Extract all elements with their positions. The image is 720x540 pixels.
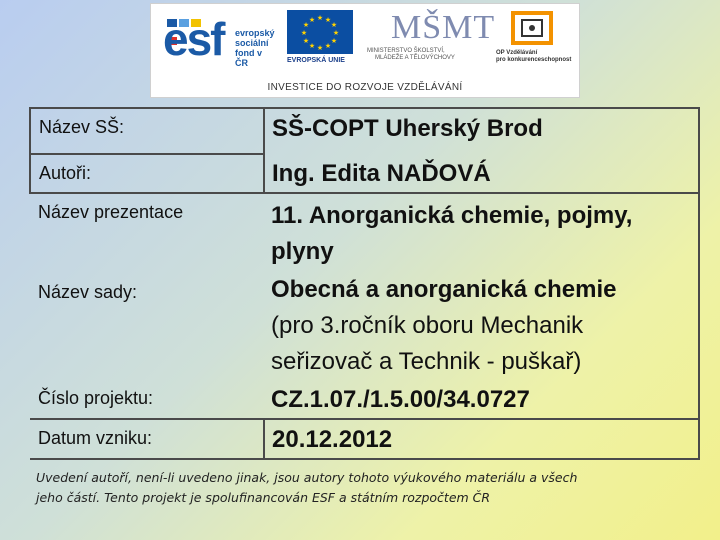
label-presentation: Název prezentace bbox=[30, 193, 264, 270]
svg-text:★: ★ bbox=[302, 37, 310, 45]
table-row bbox=[30, 270, 699, 380]
svg-text:★: ★ bbox=[330, 21, 338, 29]
svg-text:★: ★ bbox=[324, 16, 332, 24]
svg-text:★: ★ bbox=[308, 16, 316, 24]
info-table bbox=[29, 107, 700, 460]
value-school: SŠ-COPT Uherský Brod bbox=[264, 108, 699, 154]
msmt-caption: MINISTERSTVO ŠKOLSTVÍ, MLÁDEŽE A TĚLOVÝCHOVY bbox=[367, 48, 455, 61]
msmt-mark: MŠMT bbox=[391, 9, 496, 46]
svg-text:★: ★ bbox=[316, 14, 324, 22]
svg-text:★: ★ bbox=[330, 37, 338, 45]
table-row bbox=[30, 419, 699, 459]
value-date: 20.12.2012 bbox=[264, 419, 699, 459]
value-authors: Ing. Edita NAĎOVÁ bbox=[264, 154, 699, 193]
svg-text:★: ★ bbox=[316, 44, 324, 52]
value-set: Obecná a anorganická chemie (pro 3.ročník oboru Mechanik seřizovač a Technik - puškař) bbox=[264, 270, 699, 380]
logo-banner bbox=[150, 3, 580, 98]
eu-caption: EVROPSKÁ UNIE bbox=[287, 57, 345, 64]
label-date: Datum vzniku: bbox=[30, 419, 264, 459]
msmt-logo bbox=[367, 9, 496, 74]
svg-text:★: ★ bbox=[324, 42, 332, 50]
table-row bbox=[30, 380, 699, 419]
value-presentation: 11. Anorganická chemie, pojmy, plyny bbox=[264, 193, 699, 270]
label-school: Název SŠ: bbox=[30, 108, 264, 154]
label-project-number: Číslo projektu: bbox=[38, 388, 154, 408]
banner-caption: INVESTICE DO ROZVOJE VZDĚLÁVÁNÍ bbox=[267, 82, 463, 93]
svg-text:★: ★ bbox=[300, 29, 308, 37]
table-row bbox=[30, 108, 699, 154]
label-authors: Autoři: bbox=[30, 154, 264, 193]
table-row bbox=[30, 154, 699, 193]
label-set: Název sady: bbox=[38, 282, 138, 302]
op-caption: OP Vzdělávání pro konkurenceschopnost bbox=[496, 50, 572, 63]
svg-text:★: ★ bbox=[302, 21, 310, 29]
footer-note bbox=[36, 468, 676, 508]
value-project-number: CZ.1.07./1.5.00/34.0727 bbox=[264, 380, 699, 419]
footer-line: Uvedení autoří, není-li uvedeno jinak, jsou autory tohoto výukového materiálu a všech bbox=[36, 470, 578, 485]
eu-logo bbox=[287, 10, 357, 74]
svg-text:★: ★ bbox=[308, 42, 316, 50]
esf-logo bbox=[163, 10, 273, 74]
svg-text:★: ★ bbox=[332, 29, 340, 37]
table-row bbox=[30, 193, 699, 270]
esf-text: evropský sociální fond v ČR bbox=[235, 28, 275, 68]
eu-flag-icon bbox=[287, 10, 353, 54]
esf-letters: esf bbox=[163, 13, 224, 65]
op-vk-icon bbox=[510, 10, 554, 46]
footer-line: jeho částí. Tento projekt je spolufinancován ESF a státním rozpočtem ČR bbox=[36, 490, 491, 505]
op-logo bbox=[496, 10, 576, 74]
